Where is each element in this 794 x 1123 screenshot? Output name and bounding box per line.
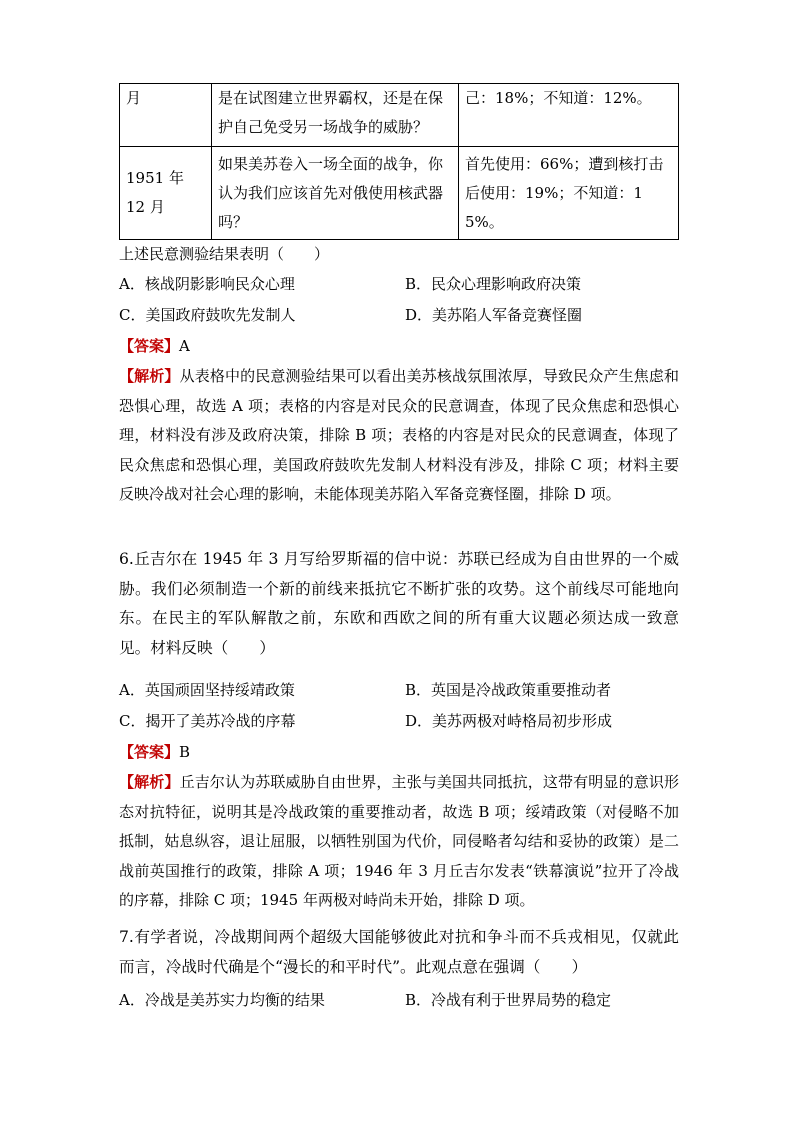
option-b: B．民众心理影响政府决策 bbox=[405, 275, 582, 293]
analysis-text: 丘吉尔认为苏联威胁自由世界，主张与美国共同抵抗，这带有明显的意识形态对抗特征，说明其是冷战政策的重要推动者，故选 B 项；绥靖政策（对侵略不加抵制，姑息纵容，退让屈服，以牺牲别国为代价，同侵略者勾结和妥协的政策）是二战前英国推行的政策，排除 A 项；1946 年 3 月丘吉尔发表“铁幕演说”拉开了冷战的序幕，排除 C 项；1945 年两极对峙尚未开始，排除 D 项。 bbox=[119, 773, 679, 909]
table-cell-date: 1951 年 12 月 bbox=[120, 147, 212, 240]
answer-value: A bbox=[179, 337, 190, 355]
table-cell-result: 首先使用：66%；遭到核打击后使用：19%；不知道：15%。 bbox=[459, 147, 679, 240]
option-b: B．冷战有利于世界局势的稳定 bbox=[405, 991, 612, 1009]
answer-line bbox=[119, 336, 679, 356]
table-row bbox=[120, 147, 679, 240]
option-d: D．美苏陷人军备竞赛怪圈 bbox=[405, 306, 583, 324]
option-a: A．英国顽固坚持绥靖政策 bbox=[119, 681, 295, 699]
table-cell-question: 是在试图建立世界霸权，还是在保护自己免受另一场战争的威胁？ bbox=[212, 84, 459, 147]
analysis-text: 从表格中的民意测验结果可以看出美苏核战氛围浓厚，导致民众产生焦虑和恐惧心理，故选 A 项；表格的内容是对民众的民意调查，体现了民众焦虑和恐惧心理，材料没有涉及政府决策，排除 B 项；表格的内容是对民众的民意调查，体现了民众焦虑和恐惧心理，美国政府鼓吹先发制人材料没有涉及，排除 C 项；材料主要反映冷战对社会心理的影响，未能体现美苏陷入军备竞赛怪圈，排除 D 项。 bbox=[119, 367, 679, 503]
option-c: C．美国政府鼓吹先发制人 bbox=[119, 306, 296, 324]
analysis-tag: 【解析】 bbox=[119, 367, 180, 385]
table-cell-result: 己：18%；不知道：12%。 bbox=[459, 84, 679, 147]
analysis-tag: 【解析】 bbox=[119, 773, 180, 791]
table-row bbox=[120, 84, 679, 147]
table-cell-question: 如果美苏卷入一场全面的战争，你认为我们应该首先对俄使用核武器吗？ bbox=[212, 147, 459, 240]
answer-value: B bbox=[179, 743, 191, 761]
option-a: A．核战阴影影响民众心理 bbox=[119, 275, 295, 293]
table-cell-date: 月 bbox=[120, 84, 212, 147]
analysis-paragraph bbox=[119, 362, 679, 542]
answer-line bbox=[119, 742, 679, 762]
analysis-paragraph bbox=[119, 768, 679, 918]
question-stem: 6.丘吉尔在 1945 年 3 月写给罗斯福的信中说：苏联已经成为自由世界的一个威胁。我们必须制造一个新的前线来抵抗它不断扩张的攻势。这个前线尽可能地向东。在民主的军队解散之前，东欧和西欧之间的所有重大议题必须达成一致意见。材料反映（ ） bbox=[119, 550, 679, 657]
opinion-poll-table bbox=[119, 83, 679, 240]
option-b: B．英国是冷战政策重要推动者 bbox=[405, 681, 612, 699]
option-d: D．美苏两极对峙格局初步形成 bbox=[405, 712, 613, 730]
option-a: A．冷战是美苏实力均衡的结果 bbox=[119, 991, 325, 1009]
question-stem: 上述民意测验结果表明（ ） bbox=[119, 245, 330, 263]
question-stem: 7.有学者说，冷战期间两个超级大国能够彼此对抗和争斗而不兵戎相见，仅就此而言，冷战时代确是个“漫长的和平时代”。此观点意在强调（ ） bbox=[119, 928, 679, 976]
answer-tag: 【答案】 bbox=[119, 337, 180, 355]
option-c: C．揭开了美苏冷战的序幕 bbox=[119, 712, 296, 730]
answer-tag: 【答案】 bbox=[119, 743, 180, 761]
